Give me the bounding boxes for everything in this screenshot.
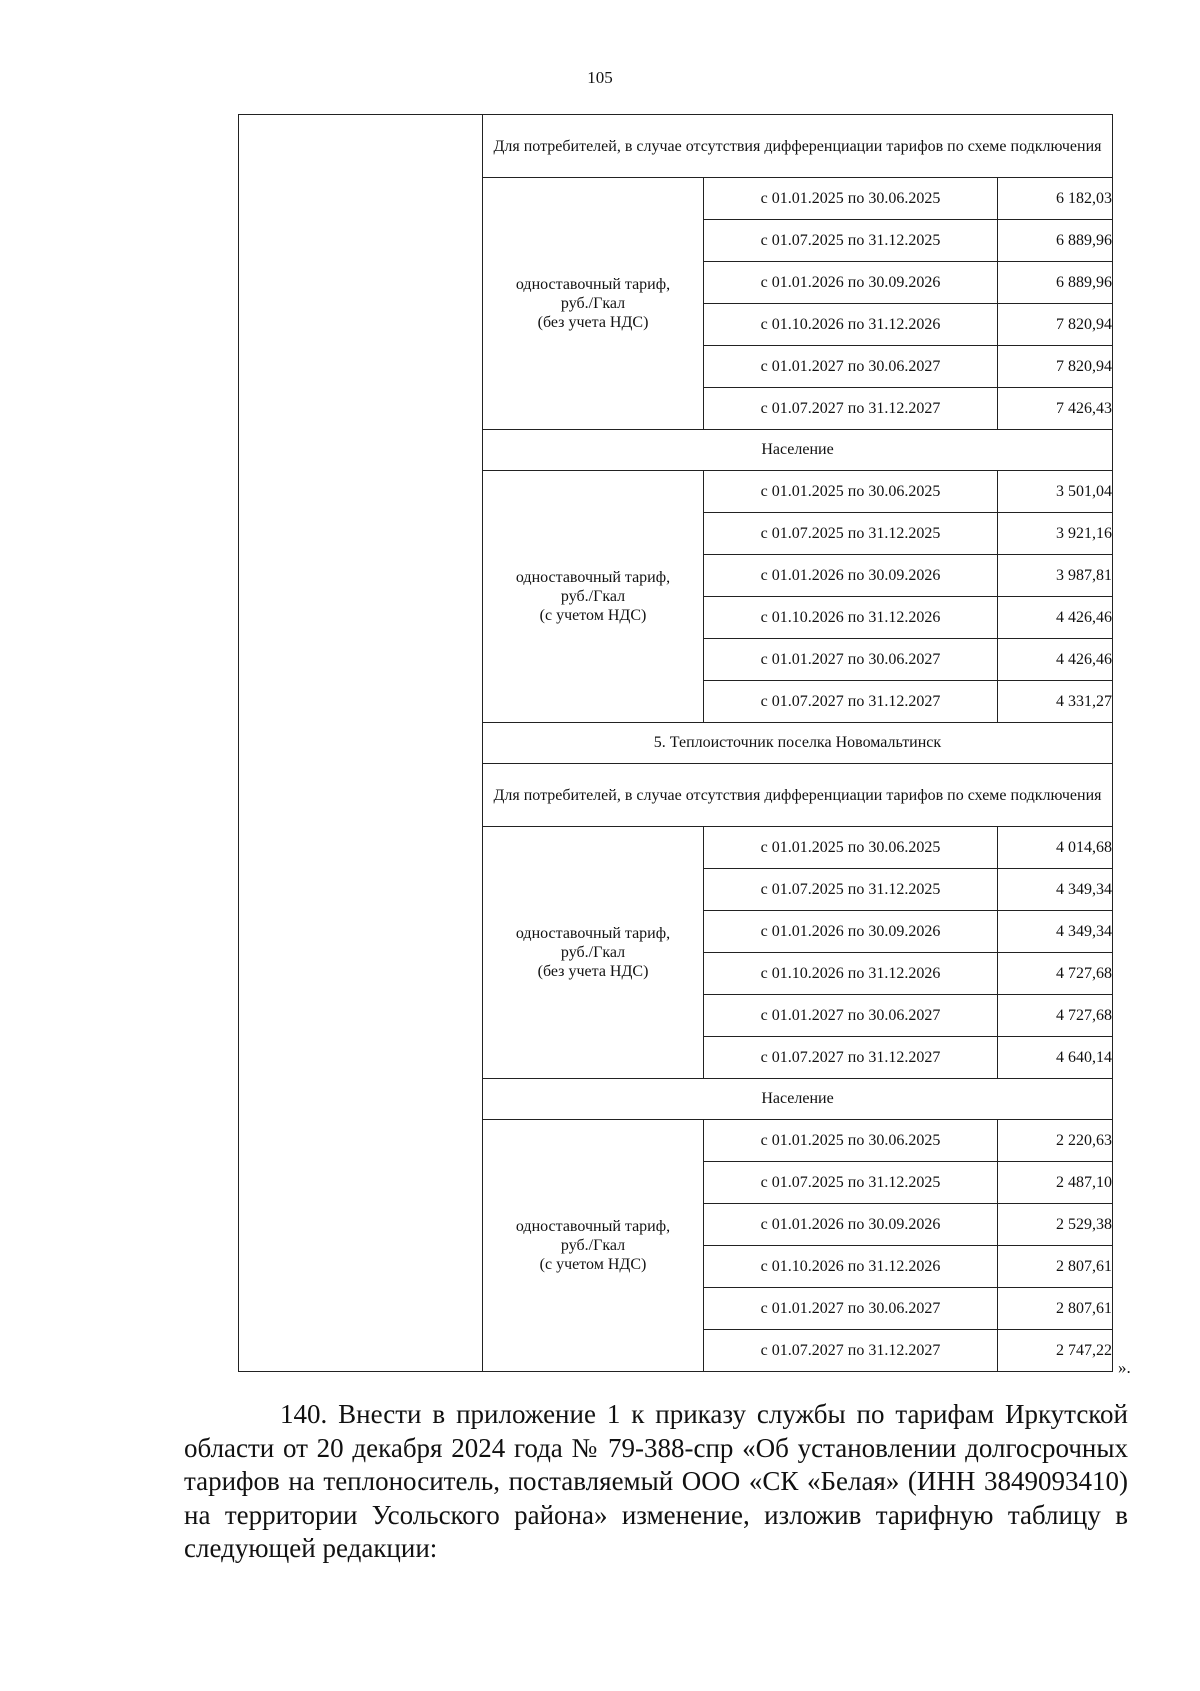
tariff-kind-line: руб./Гкал (560, 1237, 626, 1254)
tariff-kind-line: одноставочный тариф, (515, 569, 671, 586)
tariff-table (238, 114, 1113, 1372)
value-cell: 7 820,94 (998, 304, 1113, 346)
group-header: Для потребителей, в случае отсутствия дифференциации тарифов по схеме подключения (483, 115, 1113, 178)
section-title: 5. Теплоисточник поселка Новомальтинск (483, 723, 1113, 764)
period-cell: с 01.07.2025 по 31.12.2025 (704, 220, 998, 262)
period-cell: с 01.01.2026 по 30.09.2026 (704, 555, 998, 597)
value-cell: 6 889,96 (998, 262, 1113, 304)
value-cell: 3 921,16 (998, 513, 1113, 555)
group-header: Население (483, 430, 1113, 471)
value-cell: 7 426,43 (998, 388, 1113, 430)
period-cell: с 01.10.2026 по 31.12.2026 (704, 953, 998, 995)
value-cell: 6 182,03 (998, 178, 1113, 220)
period-cell: с 01.01.2026 по 30.09.2026 (704, 911, 998, 953)
tariff-kind-line: руб./Гкал (560, 295, 626, 312)
period-cell: с 01.07.2027 по 31.12.2027 (704, 681, 998, 723)
tariff-kind-line: одноставочный тариф, (515, 925, 671, 942)
period-cell: с 01.01.2025 по 30.06.2025 (704, 1120, 998, 1162)
period-cell: с 01.01.2025 по 30.06.2025 (704, 471, 998, 513)
period-cell: с 01.10.2026 по 31.12.2026 (704, 597, 998, 639)
value-cell: 4 727,68 (998, 953, 1113, 995)
value-cell: 4 727,68 (998, 995, 1113, 1037)
period-cell: с 01.01.2027 по 30.06.2027 (704, 346, 998, 388)
period-cell: с 01.01.2027 по 30.06.2027 (704, 995, 998, 1037)
period-cell: с 01.07.2025 по 31.12.2025 (704, 513, 998, 555)
value-cell: 7 820,94 (998, 346, 1113, 388)
period-cell: с 01.01.2026 по 30.09.2026 (704, 1204, 998, 1246)
period-cell: с 01.10.2026 по 31.12.2026 (704, 1246, 998, 1288)
value-cell: 4 349,34 (998, 911, 1113, 953)
tariff-kind-line: (с учетом НДС) (539, 607, 647, 624)
value-cell: 4 014,68 (998, 827, 1113, 869)
group-header: Для потребителей, в случае отсутствия дифференциации тарифов по схеме подключения (483, 764, 1113, 827)
period-cell: с 01.01.2025 по 30.06.2025 (704, 178, 998, 220)
value-cell: 4 640,14 (998, 1037, 1113, 1079)
page-number: 105 (587, 68, 613, 87)
tariff-kind-line: одноставочный тариф, (515, 276, 671, 293)
value-cell: 4 331,27 (998, 681, 1113, 723)
body-paragraph: 140. Внести в приложение 1 к приказу службы по тарифам Иркутской области от 20 декабря 2024 года № 79-388-спр «Об установлении долгосрочных тарифов на теплоноситель, поставляемый ООО «СК «Белая» (ИНН 3849093410) на территории Усольского района» изменение, изложив тарифную таблицу в следующей редакции: (184, 1399, 1128, 1563)
value-cell: 2 807,61 (998, 1246, 1113, 1288)
value-cell: 4 426,46 (998, 639, 1113, 681)
period-cell: с 01.07.2027 по 31.12.2027 (704, 388, 998, 430)
group-header-row (239, 115, 1113, 178)
value-cell: 2 487,10 (998, 1162, 1113, 1204)
value-cell: 2 807,61 (998, 1288, 1113, 1330)
closing-quote: ». (1118, 1358, 1131, 1377)
period-cell: с 01.01.2027 по 30.06.2027 (704, 639, 998, 681)
period-cell: с 01.01.2025 по 30.06.2025 (704, 827, 998, 869)
period-cell: с 01.10.2026 по 31.12.2026 (704, 304, 998, 346)
value-cell: 4 426,46 (998, 597, 1113, 639)
tariff-kind-cell (483, 1120, 704, 1372)
period-cell: с 01.01.2027 по 30.06.2027 (704, 1288, 998, 1330)
tariff-kind-line: (без учета НДС) (537, 963, 649, 980)
tariff-kind-cell (483, 178, 704, 430)
value-cell: 2 220,63 (998, 1120, 1113, 1162)
value-cell: 6 889,96 (998, 220, 1113, 262)
tariff-kind-cell (483, 471, 704, 723)
value-cell: 2 529,38 (998, 1204, 1113, 1246)
period-cell: с 01.07.2027 по 31.12.2027 (704, 1330, 998, 1372)
period-cell: с 01.01.2026 по 30.09.2026 (704, 262, 998, 304)
tariff-kind-line: (без учета НДС) (537, 314, 649, 331)
period-cell: с 01.07.2027 по 31.12.2027 (704, 1037, 998, 1079)
group-header: Население (483, 1079, 1113, 1120)
blank-left-cell (239, 115, 483, 1372)
period-cell: с 01.07.2025 по 31.12.2025 (704, 869, 998, 911)
tariff-kind-line: (с учетом НДС) (539, 1256, 647, 1273)
tariff-kind-line: руб./Гкал (560, 588, 626, 605)
value-cell: 4 349,34 (998, 869, 1113, 911)
period-cell: с 01.07.2025 по 31.12.2025 (704, 1162, 998, 1204)
tariff-kind-line: одноставочный тариф, (515, 1218, 671, 1235)
value-cell: 2 747,22 (998, 1330, 1113, 1372)
tariff-kind-line: руб./Гкал (560, 944, 626, 961)
value-cell: 3 501,04 (998, 471, 1113, 513)
tariff-kind-cell (483, 827, 704, 1079)
value-cell: 3 987,81 (998, 555, 1113, 597)
